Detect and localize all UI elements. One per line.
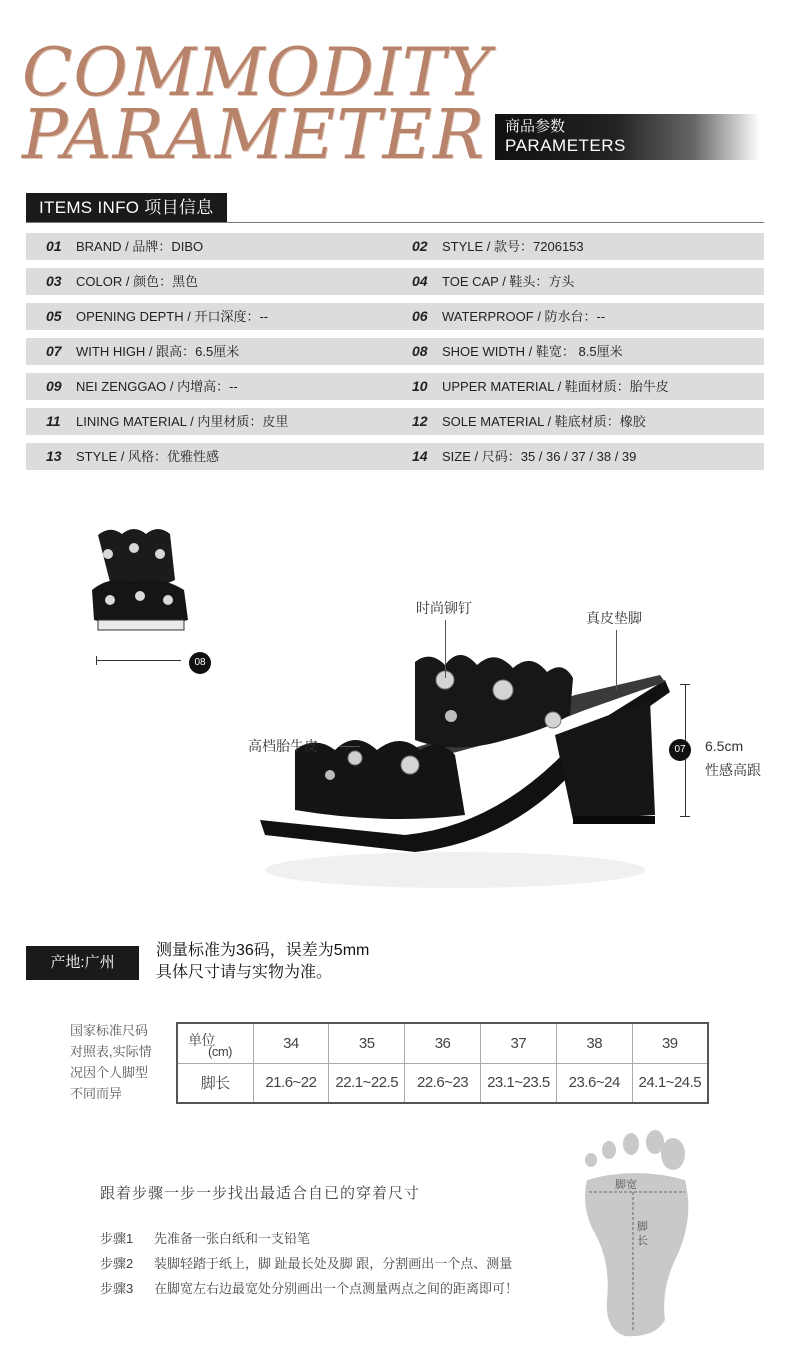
foot-length-cell: 21.6~22 [253, 1063, 329, 1103]
step-text: 装脚轻踏于纸上，脚 趾最长处及脚 跟，分割画出一个点、测量 [154, 1256, 513, 1271]
unit-value: (cm) [208, 1044, 232, 1059]
info-row [26, 303, 764, 330]
step-text: 在脚宽左右边最宽处分别画出一个点测量两点之间的距离即可！ [154, 1281, 519, 1296]
info-num: 12 [412, 413, 428, 429]
info-cell [412, 373, 669, 400]
info-cell [412, 268, 574, 295]
foot-length-cell: 22.1~22.5 [329, 1063, 405, 1103]
info-num: 07 [46, 343, 62, 359]
info-cell [46, 408, 288, 435]
info-row [26, 408, 764, 435]
step-text: 先准备一张白纸和一支铅笔 [154, 1231, 311, 1246]
size-chart-note-line: 况因个人脚型 [70, 1065, 149, 1080]
size-chart-note-line: 不同而异 [70, 1086, 123, 1101]
info-text: COLOR / 颜色：黑色 [76, 274, 199, 289]
step-label: 步骤2 [100, 1256, 134, 1271]
info-text: TOE CAP / 鞋头：方头 [442, 274, 575, 289]
info-row [26, 373, 764, 400]
size-cell: 34 [253, 1023, 329, 1063]
size-cell: 38 [556, 1023, 632, 1063]
rivet-leader-line [445, 620, 446, 678]
rivet-label: 时尚铆钉 [416, 600, 472, 616]
info-cell [412, 408, 646, 435]
info-cell [46, 233, 203, 260]
measurement-note [156, 940, 369, 984]
info-num: 13 [46, 448, 62, 464]
info-text: SIZE / 尺码：35 / 36 / 37 / 38 / 39 [442, 449, 637, 464]
info-row [26, 268, 764, 295]
foot-length-char-2: 长 [637, 1234, 648, 1247]
size-cell: 36 [405, 1023, 481, 1063]
info-cell [412, 233, 584, 260]
info-cell [46, 268, 198, 295]
info-text: LINING MATERIAL / 内里材质：皮里 [76, 414, 289, 429]
leather-label: 高档胎牛皮 [248, 738, 318, 754]
size-row [177, 1023, 708, 1063]
info-num: 09 [46, 378, 62, 394]
foot-length-cell: 23.6~24 [556, 1063, 632, 1103]
height-measure-tick-bottom [680, 816, 690, 817]
info-text: STYLE / 款号：7206153 [442, 239, 584, 254]
info-text: NEI ZENGGAO / 内增高：-- [76, 379, 238, 394]
info-num: 14 [412, 448, 428, 464]
product-illustration [0, 480, 790, 920]
measurement-note-line1: 测量标准为36码，误差为5mm [156, 942, 370, 959]
size-cell: 39 [632, 1023, 708, 1063]
foot-length-row [177, 1063, 708, 1103]
size-chart-note-line: 对照表,实际情 [70, 1044, 152, 1059]
info-cell [46, 338, 239, 365]
step-item [100, 1228, 310, 1247]
foot-width-label: 脚宽 [615, 1178, 637, 1191]
info-text: SOLE MATERIAL / 鞋底材质：橡胶 [442, 414, 646, 429]
step-label: 步骤1 [100, 1231, 134, 1246]
info-text: SHOE WIDTH / 鞋宽： 8.5厘米 [442, 344, 623, 359]
step-item [100, 1278, 518, 1297]
sandal-front-view-image [80, 520, 200, 640]
info-cell [412, 338, 623, 365]
info-num: 08 [412, 343, 428, 359]
parameters-label [495, 114, 760, 160]
size-cell: 35 [329, 1023, 405, 1063]
width-badge: 08 [189, 652, 211, 674]
items-info-divider [26, 222, 764, 223]
insole-label: 真皮垫脚 [586, 610, 642, 626]
info-text: OPENING DEPTH / 开口深度：-- [76, 309, 269, 324]
info-num: 05 [46, 308, 62, 324]
size-chart-table [176, 1022, 709, 1104]
measurement-note-line2: 具体尺寸请与实物为准。 [156, 964, 333, 981]
leather-leader-line [340, 746, 360, 747]
info-cell [46, 373, 238, 400]
steps-title: 跟着步骤一步一步找出最适合自已的穿着尺寸 [100, 1185, 421, 1202]
height-value: 6.5cm [705, 738, 744, 754]
parameters-label-en: PARAMETERS [505, 136, 626, 155]
origin-badge: 产地:广州 [26, 946, 139, 980]
size-cell: 37 [480, 1023, 556, 1063]
unit-header-cell [177, 1023, 253, 1063]
info-cell [412, 443, 636, 470]
info-cell [412, 303, 605, 330]
info-cell [46, 443, 219, 470]
info-text: WATERPROOF / 防水台：-- [442, 309, 606, 324]
width-measure-line [96, 660, 181, 661]
info-text: BRAND / 品牌：DIBO [76, 239, 204, 254]
info-text: STYLE / 风格：优雅性感 [76, 449, 220, 464]
hero-title [22, 34, 522, 175]
width-measure-tick [96, 656, 97, 665]
hero-line-commodity: COMMODITY [22, 34, 492, 111]
height-badge: 07 [669, 739, 691, 761]
step-label: 步骤3 [100, 1281, 134, 1296]
unit-label: 单位 [188, 1032, 215, 1048]
info-num: 11 [46, 413, 61, 429]
foot-length-cell: 23.1~23.5 [480, 1063, 556, 1103]
info-cell [46, 303, 268, 330]
size-chart-note [70, 1020, 166, 1104]
sandal-side-view-image [255, 620, 675, 900]
info-text: UPPER MATERIAL / 鞋面材质：胎牛皮 [442, 379, 669, 394]
foot-length-char-1: 脚 [637, 1220, 648, 1233]
height-desc: 性感高跟 [705, 762, 761, 778]
insole-leader-line [616, 630, 617, 690]
parameters-label-cn: 商品参数 [505, 118, 566, 135]
foot-length-cell: 24.1~24.5 [632, 1063, 708, 1103]
items-info-title: ITEMS INFO 项目信息 [26, 193, 227, 223]
info-row [26, 443, 764, 470]
hero-line-parameter: PARAMETER [22, 96, 486, 175]
info-num: 04 [412, 273, 428, 289]
info-row [26, 338, 764, 365]
info-num: 03 [46, 273, 62, 289]
step-item [100, 1253, 512, 1272]
info-num: 10 [412, 378, 428, 394]
info-row [26, 233, 764, 260]
footprint-icon [575, 1130, 705, 1340]
info-num: 06 [412, 308, 428, 324]
size-chart-note-line: 国家标准尺码 [70, 1023, 149, 1038]
foot-length-cell: 22.6~23 [405, 1063, 481, 1103]
info-text: WITH HIGH / 跟高：6.5厘米 [76, 344, 240, 359]
info-num: 02 [412, 238, 428, 254]
foot-length-label: 脚长 [177, 1063, 253, 1103]
info-num: 01 [46, 238, 62, 254]
